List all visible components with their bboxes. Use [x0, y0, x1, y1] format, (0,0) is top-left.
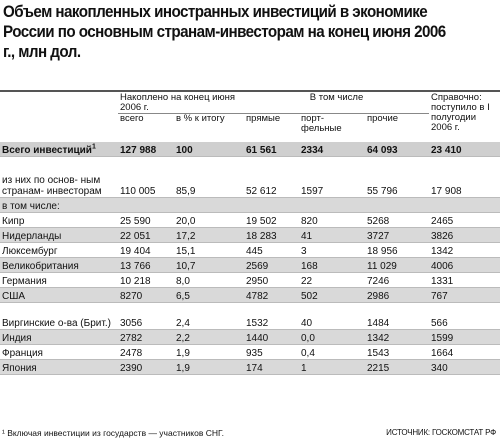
cell-reference: 1664 [429, 344, 500, 359]
table-body [0, 142, 500, 375]
cell-direct: 445 [244, 242, 299, 257]
cell-other: 11 029 [365, 257, 429, 272]
row-label: Кипр [0, 212, 118, 227]
table-row [0, 329, 500, 344]
cell-other: 55 796 [365, 156, 429, 197]
cell-direct: 174 [244, 359, 299, 374]
cell-other: 2986 [365, 287, 429, 302]
cell-other: 18 956 [365, 242, 429, 257]
cell-other: 1342 [365, 329, 429, 344]
cell-total: 13 766 [118, 257, 174, 272]
cell-pct: 6,5 [174, 287, 244, 302]
table-row [0, 142, 500, 157]
cell-total: 2390 [118, 359, 174, 374]
cell-total: 2478 [118, 344, 174, 359]
cell-total: 19 404 [118, 242, 174, 257]
cell-other: 64 093 [365, 142, 429, 157]
header-blank [0, 91, 118, 114]
table-row [0, 359, 500, 374]
cell-direct: 2569 [244, 257, 299, 272]
cell-pct: 10,7 [174, 257, 244, 272]
table-row [0, 257, 500, 272]
header-pct: в % к итогу [176, 113, 225, 124]
cell-pct: 2,4 [174, 302, 244, 329]
cell-pct: 100 [174, 142, 244, 157]
cell-portfolio: 2334 [299, 142, 365, 157]
cell-other: 7246 [365, 272, 429, 287]
cell-total: 3056 [118, 302, 174, 329]
cell-reference: 767 [429, 287, 500, 302]
row-label: Люксембург [0, 242, 118, 257]
cell-reference: 1331 [429, 272, 500, 287]
cell-reference: 23 410 [429, 142, 500, 157]
row-label: США [0, 287, 118, 302]
cell-reference: 340 [429, 359, 500, 374]
cell-portfolio: 820 [299, 212, 365, 227]
cell-direct: 1440 [244, 329, 299, 344]
cell-pct: 8,0 [174, 272, 244, 287]
cell-total: 10 218 [118, 272, 174, 287]
header-accumulated: Накоплено на конец июня 2006 г. [118, 91, 244, 114]
cell-direct: 935 [244, 344, 299, 359]
cell-direct: 4782 [244, 287, 299, 302]
page-title: Объем накопленных иностранных инвестиций в экономике России по основным странам-инвесторам на конец июня 2006 г., млн дол. [3, 3, 446, 61]
header-including: В том числе [244, 91, 429, 114]
row-label: Нидерланды [0, 227, 118, 242]
cell-other: 1484 [365, 302, 429, 329]
header-total: всего [120, 113, 144, 124]
cell-pct: 15,1 [174, 242, 244, 257]
row-label: из них по основ- ным странам- инвесторам [0, 156, 118, 197]
cell-reference: 2465 [429, 212, 500, 227]
cell-total [118, 197, 174, 212]
cell-reference [429, 197, 500, 212]
header-portfolio: порт- фельные [301, 113, 342, 134]
cell-reference: 566 [429, 302, 500, 329]
cell-total: 2782 [118, 329, 174, 344]
cell-reference: 4006 [429, 257, 500, 272]
footnote: ¹ Включая инвестиции из государств — участников СНГ. [2, 428, 224, 438]
cell-pct [174, 197, 244, 212]
cell-other: 1543 [365, 344, 429, 359]
cell-portfolio: 0,4 [299, 344, 365, 359]
table-row [0, 344, 500, 359]
table-row [0, 272, 500, 287]
source-note: ИСТОЧНИК: ГОСКОМСТАТ РФ [386, 428, 496, 437]
cell-total: 8270 [118, 287, 174, 302]
cell-direct: 52 612 [244, 156, 299, 197]
footnote-marker: 1 [91, 143, 96, 151]
cell-direct: 19 502 [244, 212, 299, 227]
table-row [0, 287, 500, 302]
table-row [0, 156, 500, 197]
table-row [0, 212, 500, 227]
cell-portfolio: 0,0 [299, 329, 365, 344]
cell-direct: 1532 [244, 302, 299, 329]
cell-portfolio: 22 [299, 272, 365, 287]
header-other: прочие [367, 113, 399, 124]
cell-total: 22 051 [118, 227, 174, 242]
cell-portfolio: 40 [299, 302, 365, 329]
table-row [0, 302, 500, 329]
cell-other: 3727 [365, 227, 429, 242]
cell-other: 2215 [365, 359, 429, 374]
cell-pct: 2,2 [174, 329, 244, 344]
row-label: Виргинские о-ва (Брит.) [0, 302, 118, 329]
cell-portfolio: 41 [299, 227, 365, 242]
cell-pct: 17,2 [174, 227, 244, 242]
cell-other: 5268 [365, 212, 429, 227]
row-label: Франция [0, 344, 118, 359]
row-label: Япония [0, 359, 118, 374]
cell-portfolio: 502 [299, 287, 365, 302]
table-row [0, 242, 500, 257]
cell-pct: 1,9 [174, 344, 244, 359]
header-reference: Справочно: поступило в I полугодии 2006 г. [429, 91, 500, 142]
table-row [0, 227, 500, 242]
cell-reference: 1599 [429, 329, 500, 344]
row-label: Германия [0, 272, 118, 287]
row-label: Великобритания [0, 257, 118, 272]
cell-portfolio: 3 [299, 242, 365, 257]
investment-table [0, 90, 500, 375]
row-label: Индия [0, 329, 118, 344]
cell-reference: 1342 [429, 242, 500, 257]
row-label: в том числе: [0, 197, 118, 212]
cell-portfolio [299, 197, 365, 212]
cell-portfolio: 1597 [299, 156, 365, 197]
cell-direct: 18 283 [244, 227, 299, 242]
cell-direct [244, 197, 299, 212]
row-label: Всего инвестиций$^1$ [0, 142, 118, 157]
cell-portfolio: 1 [299, 359, 365, 374]
footer [2, 428, 498, 438]
cell-total: 110 005 [118, 156, 174, 197]
cell-pct: 1,9 [174, 359, 244, 374]
table-row [0, 197, 500, 212]
cell-portfolio: 168 [299, 257, 365, 272]
cell-reference: 17 908 [429, 156, 500, 197]
cell-total: 25 590 [118, 212, 174, 227]
cell-total: 127 988 [118, 142, 174, 157]
cell-direct: 61 561 [244, 142, 299, 157]
cell-pct: 20,0 [174, 212, 244, 227]
cell-reference: 3826 [429, 227, 500, 242]
cell-pct: 85,9 [174, 156, 244, 197]
cell-direct: 2950 [244, 272, 299, 287]
cell-other [365, 197, 429, 212]
header-direct: прямые [246, 113, 281, 124]
